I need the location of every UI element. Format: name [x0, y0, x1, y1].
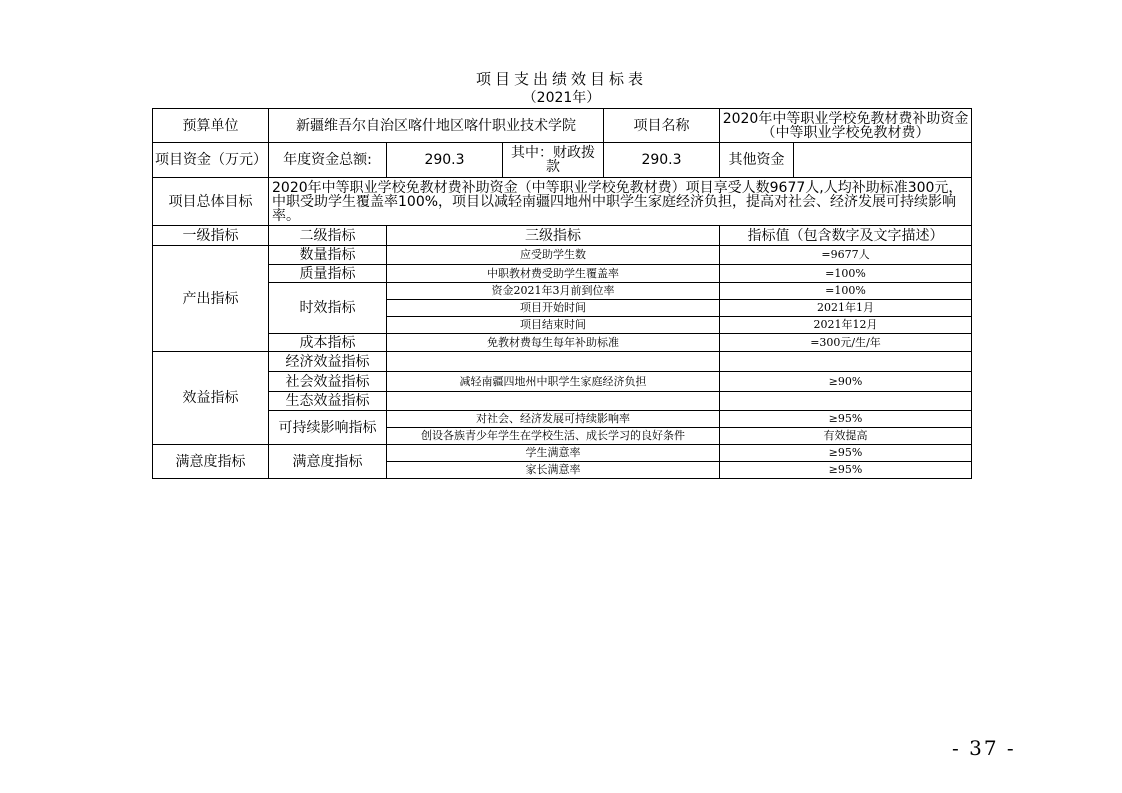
- column-header-row: [153, 226, 972, 246]
- indicator-name: 学生满意率: [387, 445, 720, 462]
- table-row: [153, 334, 972, 352]
- indicator-name: 创设各族青少年学生在学校生活、成长学习的良好条件: [387, 428, 720, 445]
- page-subtitle: （2021年）: [522, 90, 601, 106]
- level1-header: 一级指标: [153, 226, 269, 246]
- page-title: 项目支出绩效目标表: [475, 70, 647, 88]
- table-row: [153, 372, 972, 392]
- level2-header: 二级指标: [269, 226, 387, 246]
- group-output: 产出指标: [153, 246, 269, 352]
- indicator-value: [720, 352, 972, 372]
- finance-funds-value: 290.3: [604, 143, 720, 178]
- level3-header: 三级指标: [387, 226, 720, 246]
- table-row: [153, 392, 972, 411]
- indicator-value: ≥95%: [720, 445, 972, 462]
- value-header: 指标值（包含数字及文字描述）: [720, 226, 972, 246]
- table-row: [153, 445, 972, 462]
- group-benefit: 效益指标: [153, 352, 269, 445]
- overall-goal-row: [153, 178, 972, 226]
- table-row: [153, 283, 972, 300]
- indicator-value: =9677人: [720, 246, 972, 265]
- indicator-value: 2021年12月: [720, 317, 972, 334]
- indicator-value: =100%: [720, 283, 972, 300]
- funds-row: [153, 143, 972, 178]
- level2-quality: 质量指标: [269, 265, 387, 283]
- project-name-label: 项目名称: [604, 109, 720, 143]
- total-funds-label: 年度资金总额:: [269, 143, 387, 178]
- table-row: [153, 411, 972, 428]
- level2-social: 社会效益指标: [269, 372, 387, 392]
- overall-goal-text: 2020年中等职业学校免教材费补助资金（中等职业学校免教材费）项目享受人数9677人,人均补助标准300元，中职受助学生覆盖率100%，项目以减轻南疆四地州中职学生家庭经济负担，提高对社会、经济发展可持续影响率。: [269, 178, 972, 226]
- indicator-name: 中职教材费受助学生覆盖率: [387, 265, 720, 283]
- indicator-name: 家长满意率: [387, 462, 720, 479]
- finance-funds-label: 其中：财政拨款: [503, 143, 604, 178]
- overall-goal-label: 项目总体目标: [153, 178, 269, 226]
- indicator-value: ≥90%: [720, 372, 972, 392]
- performance-target-table: [152, 108, 972, 479]
- indicator-name: 免教材费每生每年补助标准: [387, 334, 720, 352]
- budget-unit-row: [153, 109, 972, 143]
- budget-unit-label: 预算单位: [153, 109, 269, 143]
- table-row: [153, 352, 972, 372]
- indicator-name: 减轻南疆四地州中职学生家庭经济负担: [387, 372, 720, 392]
- level2-ecological: 生态效益指标: [269, 392, 387, 411]
- other-funds-label: 其他资金: [720, 143, 794, 178]
- indicator-value: =300元/生/年: [720, 334, 972, 352]
- budget-unit-value: 新疆维吾尔自治区喀什地区喀什职业技术学院: [269, 109, 604, 143]
- table-row: [153, 246, 972, 265]
- indicator-value: 有效提高: [720, 428, 972, 445]
- indicator-value: ≥95%: [720, 462, 972, 479]
- level2-timeliness: 时效指标: [269, 283, 387, 334]
- indicator-name: 资金2021年3月前到位率: [387, 283, 720, 300]
- level2-quantity: 数量指标: [269, 246, 387, 265]
- total-funds-value: 290.3: [387, 143, 503, 178]
- indicator-name: 项目结束时间: [387, 317, 720, 334]
- indicator-name: 应受助学生数: [387, 246, 720, 265]
- other-funds-value: [794, 143, 972, 178]
- indicator-name: [387, 392, 720, 411]
- page-number: - 37 -: [952, 736, 1016, 760]
- group-satisfaction: 满意度指标: [153, 445, 269, 479]
- table-row: [153, 265, 972, 283]
- project-name-value: 2020年中等职业学校免教材费补助资金（中等职业学校免教材费）: [720, 109, 972, 143]
- level2-economic: 经济效益指标: [269, 352, 387, 372]
- indicator-name: [387, 352, 720, 372]
- indicator-value: [720, 392, 972, 411]
- indicator-value: ≥95%: [720, 411, 972, 428]
- indicator-value: 2021年1月: [720, 300, 972, 317]
- level2-satisfaction: 满意度指标: [269, 445, 387, 479]
- indicator-name: 对社会、经济发展可持续影响率: [387, 411, 720, 428]
- indicator-name: 项目开始时间: [387, 300, 720, 317]
- level2-sustainable: 可持续影响指标: [269, 411, 387, 445]
- indicator-value: =100%: [720, 265, 972, 283]
- level2-cost: 成本指标: [269, 334, 387, 352]
- funds-label: 项目资金（万元）: [153, 143, 269, 178]
